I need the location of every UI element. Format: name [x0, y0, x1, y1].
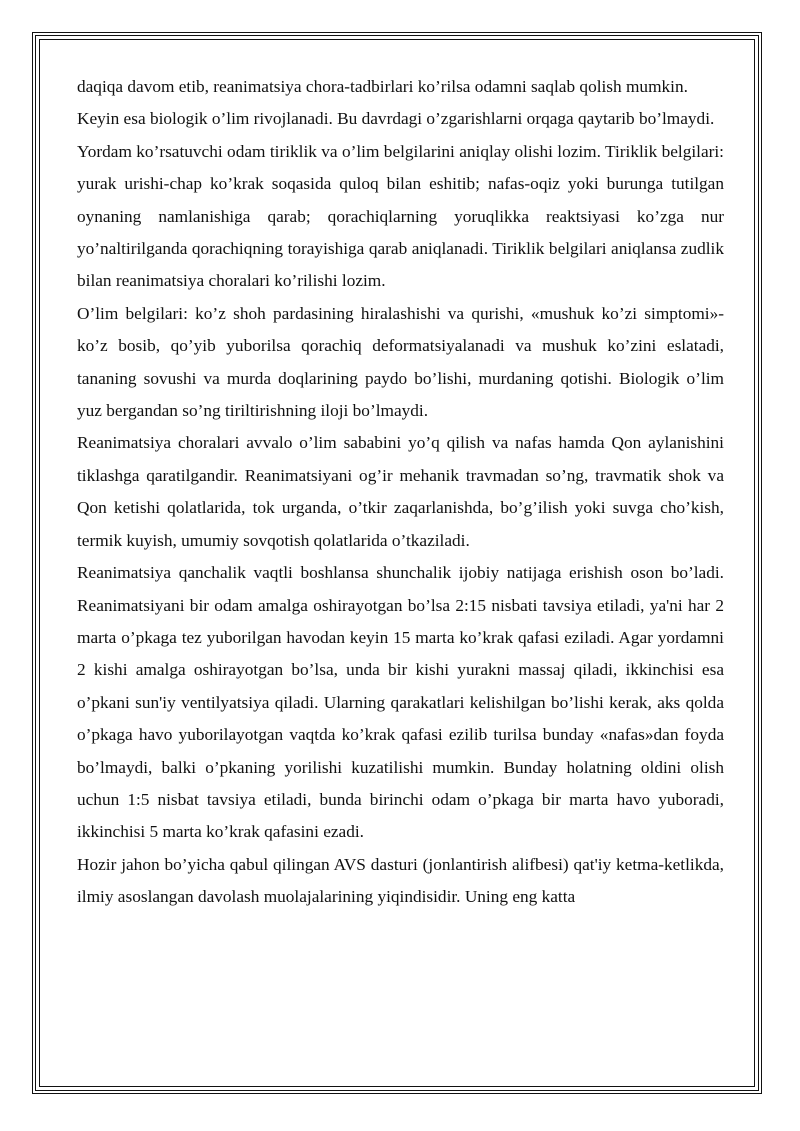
paragraph-6: Reanimatsiya qanchalik vaqtli boshlansa shunchalik ijobiy natijaga erishish oson bo’ladi. Reanimatsiyani bir odam amalga oshirayotgan bo’lsa 2:15 nisbati tavsiya etiladi, ya'ni har 2 marta o’pkaga tez yuborilgan havodan keyin 15 marta ko’krak qafasi eziladi. Agar yordamni 2 kishi amalga oshirayotgan bo’lsa, unda bir kishi yurakni massaj qiladi, ikkinchisi esa o’pkani sun'iy ventilyatsiya qiladi. Ularning qarakatlari kelishilgan bo’lishi kerak, aks qolda o’pkaga havo yuborilayotgan vaqtda ko’krak qafasi ezilib turilsa bunday «nafas»dan foyda bo’lmaydi, balki o’pkaning yorilishi kuzatilishi mumkin. Bunday holatning oldini olish uchun 1:5 nisbat tavsiya etiladi, bunda birinchi odam o’pkaga bir marta havo yuboradi, ikkinchisi 5 marta ko’krak qafasini ezadi. [77, 563, 724, 842]
paragraph-2: Keyin esa biologik o’lim rivojlanadi. Bu davrdagi o’zgarishlarni orqaga qaytarib bo’lmaydi. [77, 109, 715, 129]
paragraph-4: O’lim belgilari: ko’z shoh pardasining hiralashishi va qurishi, «mushuk ko’zi simptomi»-ko’z bosib, qo’yib yuborilsa qorachiq deformatsiyalanadi va mushuk ko’zini eslatadi, tananing sovushi va murda doqlarining paydo bo’lishi, murdaning qotishi. Biologik o’lim yuz bergandan so’ng tiriltirishning iloji bo’lmaydi. [77, 303, 724, 421]
paragraph-3: Yordam ko’rsatuvchi odam tiriklik va o’lim belgilarini aniqlay olishi lozim. Tiriklik belgilari: yurak urishi-chap ko’krak soqasida quloq bilan eshitib; nafas-oqiz yoki burunga tutilgan oynaning namlanishiga qarab; qorachiqlarning yoruqlikka reaktsiyasi ko’zga nur yo’naltirilganda qorachiqning torayishiga qarab aniqlanadi. Tiriklik belgilari aniqlansa zudlik bilan reanimatsiya choralari ko’rilishi lozim. [77, 141, 724, 291]
document-body [77, 71, 724, 914]
paragraph-5: Reanimatsiya choralari avvalo o’lim sababini yo’q qilish va nafas hamda Qon aylanishini tiklashga qaratilgandir. Reanimatsiyani og’ir mehanik travmadan so’ng, travmatik shok va Qon ketishi qolatlarida, tok urganda, o’tkir zaqarlanishda, bo’g’ilish yoki suvga cho’kish, termik kuyish, umumiy sovqotish qolatlarida o’tkaziladi. [77, 433, 724, 550]
paragraph-7: Hozir jahon bo’yicha qabul qilingan AVS dasturi (jonlantirish alifbesi) qat'iy ketma-ketlikda, ilmiy asoslangan davolash muolajalarining yiqindisidir. Uning eng katta [77, 854, 724, 907]
paragraph-1: daqiqa davom etib, reanimatsiya chora-tadbirlari ko’rilsa odamni saqlab qolish mumkin. [77, 77, 688, 96]
